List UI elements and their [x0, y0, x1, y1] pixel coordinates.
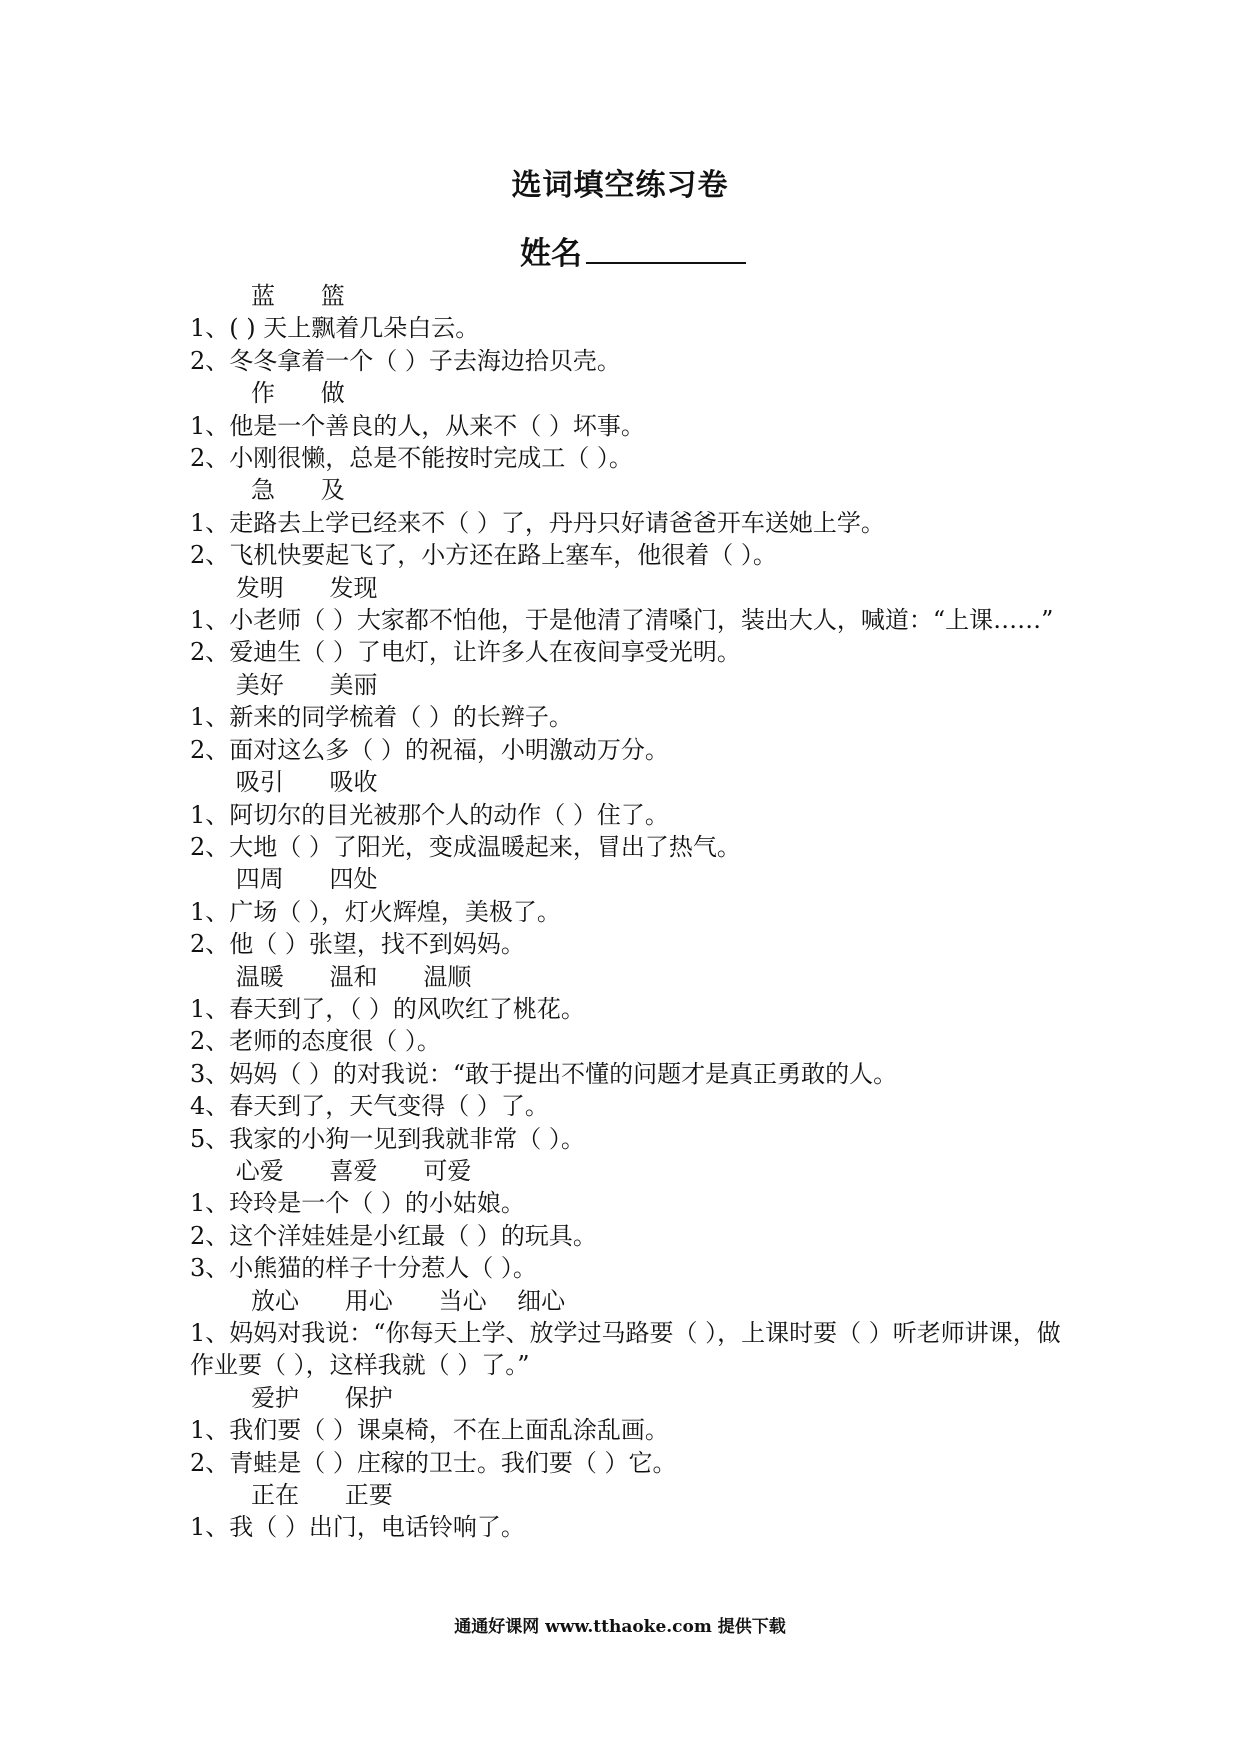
- word-group: [190, 863, 1070, 960]
- name-blank-line[interactable]: [586, 236, 746, 264]
- fill-in-sentence: 2、面对这么多（ ）的祝福，小明激动万分。: [190, 735, 669, 764]
- word-choices-indent: [190, 963, 236, 991]
- fill-in-sentence: 2、老师的态度很（ ）。: [190, 1027, 441, 1056]
- word-choices-text: 作 做: [251, 379, 345, 408]
- word-choices-text: 心爱 喜爱 可爱: [235, 1156, 472, 1185]
- fill-in-sentence: 1、广场（ ），灯火辉煌，美极了。: [190, 897, 561, 926]
- word-choices-text: 放心 用心 当心 细心: [251, 1286, 566, 1315]
- fill-in-sentence: 2、爱迪生（ ）了电灯，让许多人在夜间享受光明。: [190, 638, 741, 667]
- word-choices-indent: [190, 671, 236, 699]
- name-label: 姓名: [520, 236, 582, 272]
- word-choices-indent: [190, 1384, 251, 1412]
- word-group: [190, 1479, 1070, 1544]
- fill-in-sentence: 1、( ) 天上飘着几朵白云。: [190, 314, 480, 343]
- fill-in-sentence: 3、妈妈（ ）的对我说：“敢于提出不懂的问题才是真正勇敢的人。: [190, 1059, 898, 1088]
- word-choices-text: 正在 正要: [251, 1481, 393, 1510]
- word-choices-indent: [190, 1481, 251, 1509]
- word-choices-indent: [190, 1157, 236, 1185]
- fill-in-sentence: 2、青蛙是（ ）庄稼的卫士。我们要（ ）它。: [190, 1448, 677, 1477]
- word-group: [190, 280, 1070, 377]
- fill-in-sentence: 1、走路去上学已经来不（ ）了，丹丹只好请爸爸开车送她上学。: [190, 508, 885, 537]
- word-choices: [190, 961, 1070, 993]
- fill-in-sentence: 4、春天到了，天气变得（ ）了。: [190, 1092, 549, 1121]
- word-choices-text: 四周 四处: [235, 865, 378, 894]
- word-choices: [190, 1479, 1070, 1511]
- word-choices-text: 美好 美丽: [235, 670, 378, 699]
- fill-in-sentence: 3、小熊猫的样子十分惹人（ ）。: [190, 1254, 537, 1283]
- word-choices-indent: [190, 282, 251, 310]
- word-group: [190, 474, 1070, 571]
- word-choices: [190, 669, 1070, 701]
- fill-in-sentence: 2、他（ ）张望，找不到妈妈。: [190, 930, 525, 959]
- fill-in-sentence: 2、这个洋娃娃是小红最（ ）的玩具。: [190, 1221, 597, 1250]
- word-group: [190, 1285, 1070, 1382]
- fill-in-sentence: 1、我们要（ ）课桌椅，不在上面乱涂乱画。: [190, 1416, 669, 1445]
- word-choices-text: 急 及: [251, 476, 345, 505]
- word-choices: [190, 377, 1070, 409]
- word-choices: [190, 863, 1070, 895]
- word-group: [190, 766, 1070, 863]
- word-group: [190, 1155, 1070, 1285]
- fill-in-sentence: 1、新来的同学梳着（ ）的长辫子。: [190, 703, 573, 732]
- word-choices: [190, 1155, 1070, 1187]
- word-choices-indent: [190, 1287, 251, 1315]
- exercise-list: [190, 280, 1070, 1544]
- word-choices: [190, 280, 1070, 312]
- word-choices: [190, 1382, 1070, 1414]
- footer-credit: 通通好课网 www.tthaoke.com 提供下载: [454, 1617, 786, 1637]
- fill-in-sentence: 2、飞机快要起飞了，小方还在路上塞车，他很着（ ）。: [190, 541, 777, 570]
- word-choices-text: 爱护 保护: [251, 1383, 393, 1412]
- fill-in-sentence: 1、玲玲是一个（ ）的小姑娘。: [190, 1189, 525, 1218]
- word-choices: [190, 1285, 1070, 1317]
- word-group: [190, 961, 1070, 1155]
- fill-in-sentence: 1、阿切尔的目光被那个人的动作（ ）住了。: [190, 800, 669, 829]
- name-field-row: [520, 228, 746, 273]
- word-choices: [190, 766, 1070, 798]
- word-choices-indent: [190, 476, 251, 504]
- fill-in-sentence: 1、妈妈对我说：“你每天上学、放学过马路要（ ），上课时要（ ）听老师讲课，做作业要（ ），这样我就（ ）了。”: [190, 1319, 1061, 1380]
- word-choices-text: 蓝 篮: [251, 282, 345, 310]
- fill-in-sentence: 2、小刚很懒，总是不能按时完成工（ ）。: [190, 444, 633, 473]
- word-choices-indent: [190, 379, 251, 407]
- word-choices-text: 发明 发现: [235, 573, 378, 602]
- page-title: 选词填空练习卷: [511, 168, 729, 203]
- word-group: [190, 572, 1070, 669]
- word-choices: [190, 572, 1070, 604]
- fill-in-sentence: 1、他是一个善良的人，从来不（ ）坏事。: [190, 411, 645, 440]
- word-group: [190, 377, 1070, 474]
- word-choices-text: 温暖 温和 温顺: [235, 962, 472, 991]
- fill-in-sentence: 1、小老师（ ）大家都不怕他，于是他清了清嗓门，装出大人，喊道：“上课……”: [190, 606, 1054, 635]
- word-choices-indent: [190, 768, 236, 796]
- word-choices-indent: [190, 865, 236, 893]
- fill-in-sentence: 1、春天到了，（ ）的风吹红了桃花。: [190, 994, 585, 1023]
- word-group: [190, 669, 1070, 766]
- fill-in-sentence: 1、我（ ）出门，电话铃响了。: [190, 1513, 525, 1542]
- fill-in-sentence: 2、冬冬拿着一个（ ）子去海边拾贝壳。: [190, 346, 621, 375]
- word-choices-indent: [190, 574, 236, 602]
- word-choices-text: 吸引 吸收: [235, 768, 378, 797]
- word-group: [190, 1382, 1070, 1479]
- fill-in-sentence: 2、大地（ ）了阳光，变成温暖起来，冒出了热气。: [190, 832, 741, 861]
- fill-in-sentence: 5、我家的小狗一见到我就非常（ ）。: [190, 1124, 585, 1153]
- word-choices: [190, 474, 1070, 506]
